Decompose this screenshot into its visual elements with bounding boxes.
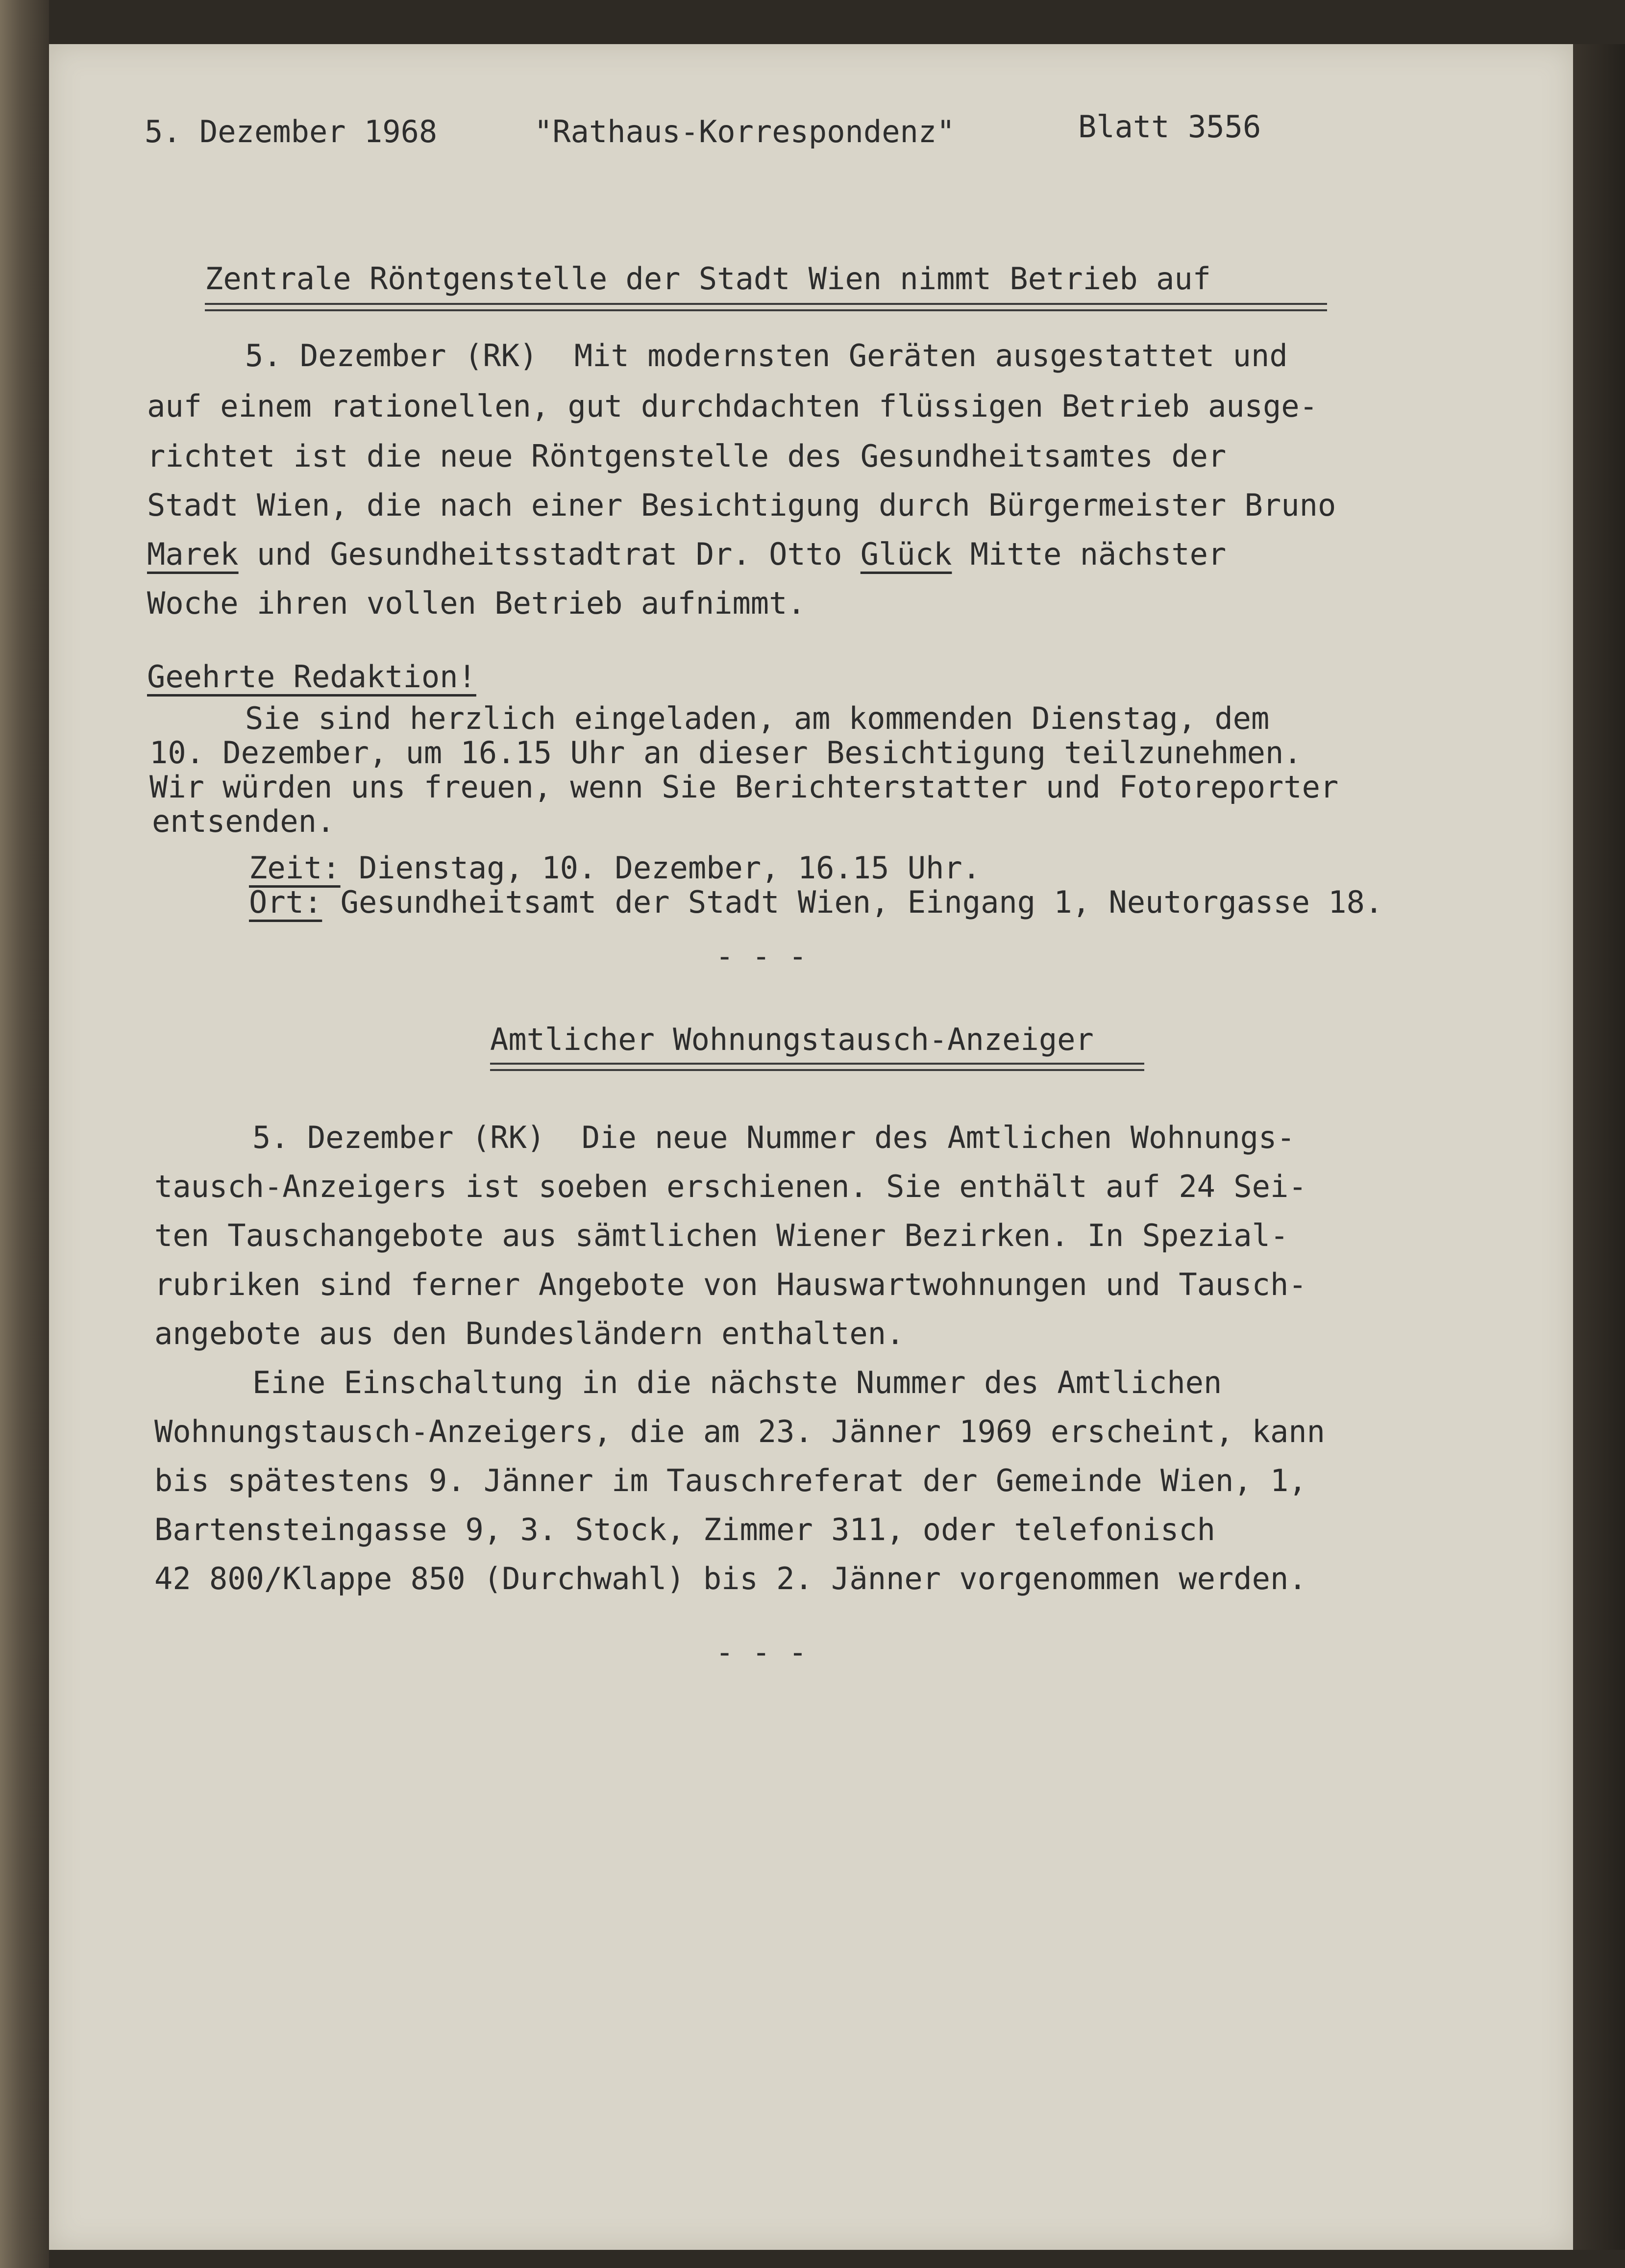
section-separator: - - - [715,1634,807,1670]
article1-line-names [147,536,1227,572]
invitation-line: 10. Dezember, um 16.15 Uhr an dieser Besichtigung teilzunehmen. [149,735,1302,771]
invitation-line: Wir würden uns freuen, wenn Sie Berichterstatter und Fotoreporter [149,769,1339,805]
article1-line-end: Mitte nächster [952,536,1227,572]
article2-line: angebote aus den Bundesländern enthalten. [154,1316,905,1351]
place-label: Ort: [249,884,322,920]
event-time [249,850,981,886]
article2-line: Bartensteingasse 9, 3. Stock, Zimmer 311, oder telefonisch [154,1512,1215,1547]
article1-title-rule [205,303,1327,311]
article1-line-mid: und Gesundheitsstadtrat Dr. Otto [238,536,861,572]
header-publication: "Rathaus-Korrespondenz" [534,114,955,150]
article2-title-rule [490,1063,1144,1071]
time-value: Dienstag, 10. Dezember, 16.15 Uhr. [340,850,981,886]
time-label: Zeit: [249,850,341,886]
article1-line: richtet ist die neue Röntgenstelle des Gesundheitsamtes der [147,438,1227,474]
invitation-line: Sie sind herzlich eingeladen, am kommenden Dienstag, dem [245,700,1270,736]
event-place [249,884,1383,920]
article2-line: ten Tauschangebote aus sämtlichen Wiener Bezirken. In Spezial- [154,1218,1289,1253]
article2-title: Amtlicher Wohnungstausch-Anzeiger [490,1022,1094,1057]
page-edge [1573,44,1625,2250]
name-marek: Marek [147,536,239,572]
article2-line: tausch-Anzeigers ist soeben erschienen. Sie enthält auf 24 Sei- [154,1169,1307,1204]
article1-line: 5. Dezember (RK) Mit modernsten Geräten ausgestattet und [245,338,1288,374]
article1-title: Zentrale Röntgenstelle der Stadt Wien nimmt Betrieb auf [205,261,1211,297]
article2-line: 42 800/Klappe 850 (Durchwahl) bis 2. Jänner vorgenommen werden. [154,1561,1307,1596]
header-date: 5. Dezember 1968 [145,114,438,150]
article1-line: Stadt Wien, die nach einer Besichtigung durch Bürgermeister Bruno [147,487,1336,523]
salutation: Geehrte Redaktion! [147,659,476,695]
book-binding [0,0,49,2268]
section-separator: - - - [715,938,807,974]
article2-line: 5. Dezember (RK) Die neue Nummer des Amtlichen Wohnungs- [252,1120,1295,1155]
name-glueck: Glück [860,536,952,572]
place-value: Gesundheitsamt der Stadt Wien, Eingang 1, Neutorgasse 18. [322,884,1383,920]
header-sheet-number: Blatt 3556 [1078,109,1261,145]
article2-line: rubriken sind ferner Angebote von Hauswartwohnungen und Tausch- [154,1267,1307,1302]
article2-line: Eine Einschaltung in die nächste Nummer des Amtlichen [252,1365,1222,1400]
article1-line: auf einem rationellen, gut durchdachten flüssigen Betrieb ausge- [147,388,1318,424]
document-sheet [49,44,1573,2250]
article2-line: Wohnungstausch-Anzeigers, die am 23. Jänner 1969 erscheint, kann [154,1414,1325,1449]
article1-line: Woche ihren vollen Betrieb aufnimmt. [147,585,806,621]
article2-line: bis spätestens 9. Jänner im Tauschreferat der Gemeinde Wien, 1, [154,1463,1307,1498]
invitation-line: entsenden. [152,803,335,839]
